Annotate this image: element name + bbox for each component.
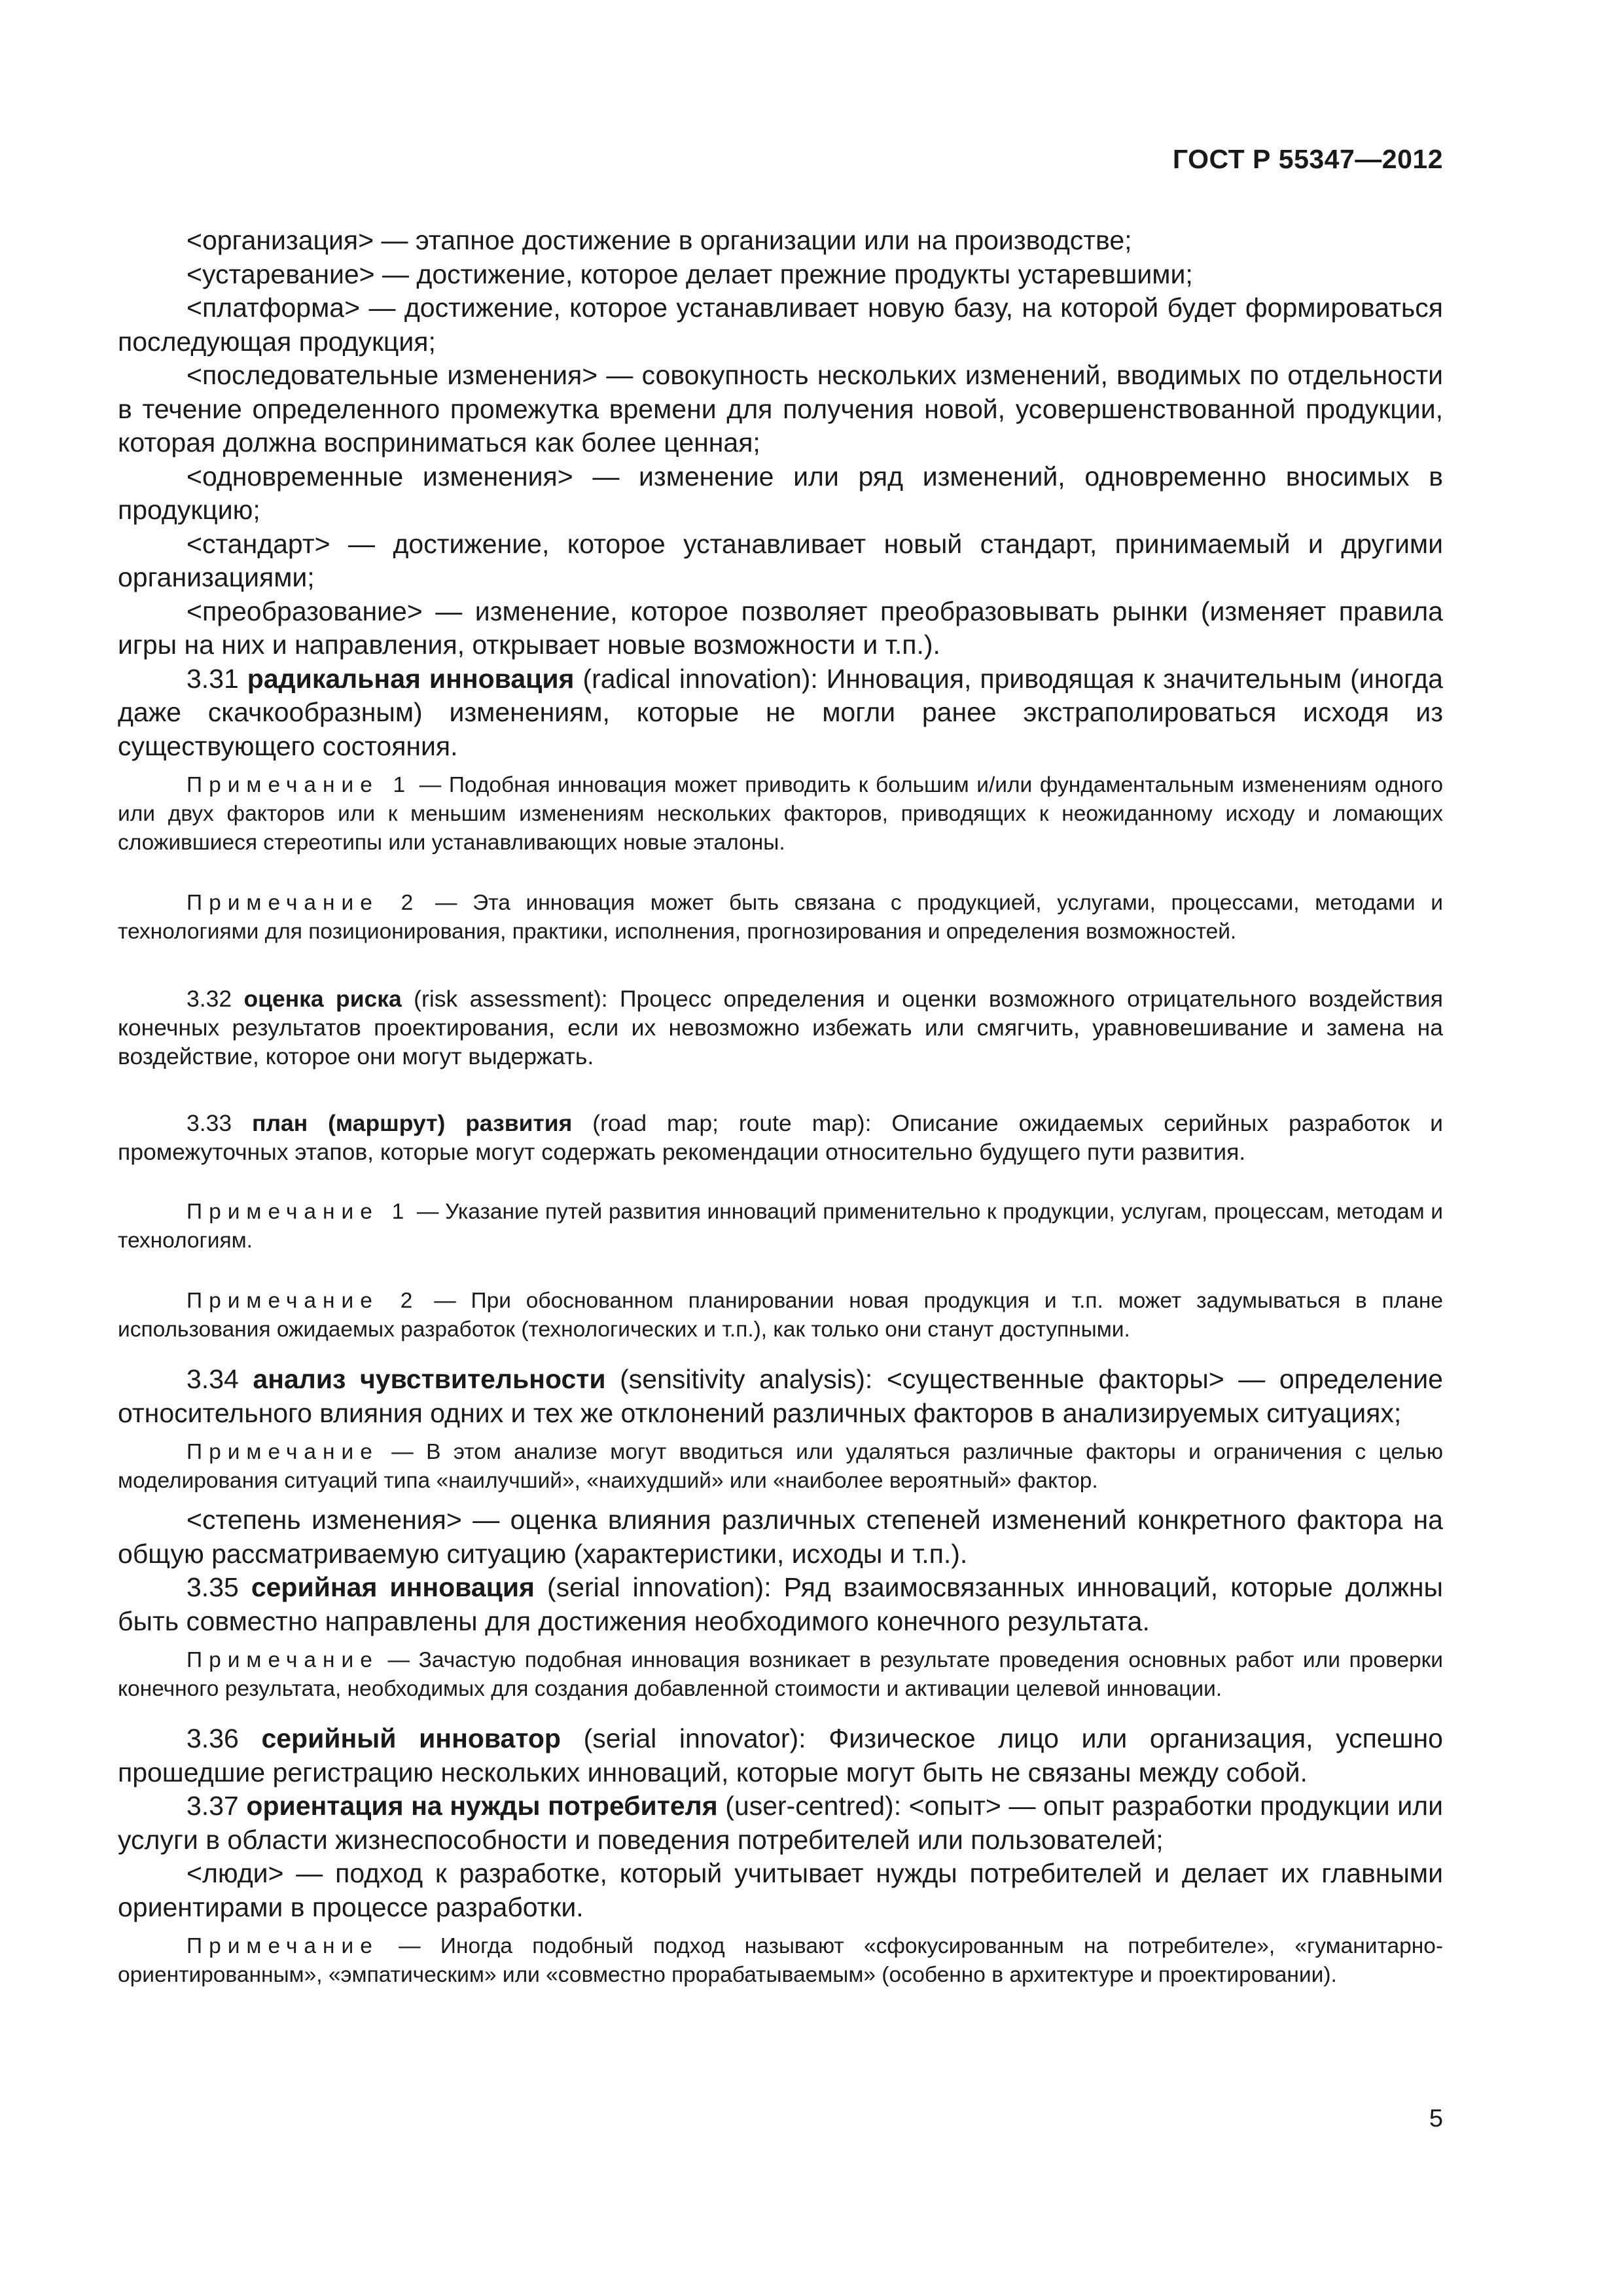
document-body (118, 224, 1443, 1990)
paragraph: <последовательные изменения> — совокупность нескольких изменений, вводимых по отдельности в течение определенного промежутка времени для получения новой, усовершенствованной продукции, которая должна восприниматься как более ценная; (118, 360, 1443, 457)
definition-text: (serial innovation): Ряд взаимосвязанных инноваций, которые должны быть совместно направлены для достижения необходимого конечного результата. (118, 1572, 1443, 1636)
definition-term: радикальная инновация (247, 663, 575, 694)
definition-3-32 (118, 984, 1443, 1071)
note-text: — При обоснованном планировании новая продукция и т.п. может задумываться в плане использования ожидаемых разработок (технологических и т.п.), как только они станут доступными. (118, 1289, 1444, 1342)
note-text: — Зачастую подобная инновация возникает в результате проведения основных работ или проверки конечного результата, необходимых для создания добавленной стоимости и активации целевой инновации. (118, 1648, 1443, 1701)
note (118, 1198, 1443, 1255)
standard-designation: ГОСТ Р 55347—2012 (1172, 144, 1443, 174)
definition-term: оценка риска (243, 986, 402, 1012)
note (118, 1932, 1443, 1990)
definition-term: план (маршрут) развития (252, 1110, 573, 1136)
note-label: Примечание 2 (187, 1289, 419, 1313)
note (118, 1438, 1443, 1496)
definition-3-31 (118, 662, 1443, 764)
note-text: — В этом анализе могут вводиться или удаляться различные факторы и ограничения с целью моделирования ситуаций типа «наилучший», «наихудший» или «наиболее вероятный» фактор. (118, 1440, 1443, 1493)
definition-term: ориентация на нужды потребителя (246, 1791, 718, 1821)
definition-term: серийная инновация (251, 1572, 535, 1602)
definition-number: 3.37 (187, 1791, 239, 1821)
definition-3-34 (118, 1363, 1443, 1430)
definition-number: 3.36 (187, 1723, 239, 1753)
note-text: — Подобная инновация может приводить к большим и/или фундаментальным изменениям одного или двух факторов или к меньшим изменениям нескольких факторов, приводящих к неожиданному исходу и ломающих сложившиеся стереотипы или устанавливающих новые эталоны. (118, 773, 1444, 855)
paragraph: <платформа> — достижение, которое устанавливает новую базу, на которой будет формироваться последующая продукция; (118, 293, 1443, 357)
paragraph: <организация> — этапное достижение в организации или на производстве; (187, 225, 1132, 255)
definition-number: 3.32 (187, 986, 232, 1012)
note (118, 771, 1443, 857)
definition-number: 3.35 (187, 1572, 239, 1602)
definition-term: анализ чувствительности (253, 1364, 606, 1394)
paragraph: <стандарт> — достижение, которое устанавливает новый стандарт, принимаемый и другими организациями; (118, 528, 1443, 592)
definition-text: (risk assessment): Процесс определения и оценки возможного отрицательного воздействия конечных результатов проектирования, если их невозможно избежать или смягчить, уравновешивание и замена на воздействие, которое они могут выдержать. (118, 986, 1443, 1069)
note-label: Примечание (187, 1934, 379, 1958)
definition-text: (user-centred): <опыт> — опыт разработки продукции или услуги в области жизнеспособности и поведения потребителей или пользователей; (118, 1791, 1443, 1855)
note-label: Примечание 1 (187, 773, 412, 797)
note (118, 1287, 1443, 1344)
definition-3-37 (118, 1789, 1443, 1857)
note (118, 889, 1443, 946)
definition-number: 3.33 (187, 1110, 232, 1136)
definition-text: (road map; route map): Описание ожидаемых серийных разработок и промежуточных этапов, которые могут содержать рекомендации относительно будущего пути развития. (118, 1110, 1443, 1165)
note-text: — Эта инновация может быть связана с продукцией, услугами, процессами, методами и технологиями для позиционирования, практики, исполнения, прогнозирования и определения возможностей. (118, 891, 1444, 944)
page-number: 5 (1429, 2105, 1443, 2132)
note-label: Примечание (187, 1440, 379, 1464)
note-label: Примечание 1 (187, 1200, 411, 1224)
note-label: Примечание 2 (187, 891, 420, 915)
paragraph: <люди> — подход к разработке, который учитывает нужды потребителей и делает их главными ориентирами в процессе разработки. (118, 1858, 1443, 1922)
paragraph: <степень изменения> — оценка влияния различных степеней изменений конкретного фактора на общую рассматриваемую ситуацию (характеристики, исходы и т.п.). (118, 1505, 1443, 1569)
definition-text: (sensitivity analysis): <существенные факторы> — определение относительного влияния одних и тех же отклонений различных факторов в анализируемых ситуациях; (118, 1364, 1443, 1428)
note-text: — Указание путей развития инноваций применительно к продукции, услугам, процессам, методам и технологиям. (118, 1200, 1444, 1253)
definition-3-35 (118, 1571, 1443, 1638)
definition-text: (serial innovator): Физическое лицо или организация, успешно прошедшие регистрацию нескольких инноваций, которые могут быть не связаны между собой. (118, 1723, 1443, 1787)
definition-3-33 (118, 1109, 1443, 1166)
definition-number: 3.34 (187, 1364, 239, 1394)
paragraph: <преобразование> — изменение, которое позволяет преобразовывать рынки (изменяет правила игры на них и направления, открывает новые возможности и т.п.). (118, 596, 1443, 660)
definition-number: 3.31 (187, 663, 239, 694)
definition-term: серийный инноватор (261, 1723, 561, 1753)
note (118, 1646, 1443, 1704)
definition-3-36 (118, 1722, 1443, 1789)
note-text: — Иногда подобный подход называют «сфокусированным на потребителе», «гуманитарно-ориентированным», «эмпатическим» или «совместно прорабатываемым» (особенно в архитектуре и проектировании). (118, 1934, 1443, 1987)
paragraph: <одновременные изменения> — изменение или ряд изменений, одновременно вносимых в продукцию; (118, 461, 1443, 525)
note-label: Примечание (187, 1648, 379, 1672)
definition-text: (radical innovation): Инновация, приводящая к значительным (иногда даже скачкообразным) изменениям, которые не могли ранее экстраполироваться исходя из существующего состояния. (118, 663, 1443, 761)
paragraph: <устаревание> — достижение, которое делает прежние продукты устаревшими; (187, 259, 1193, 289)
